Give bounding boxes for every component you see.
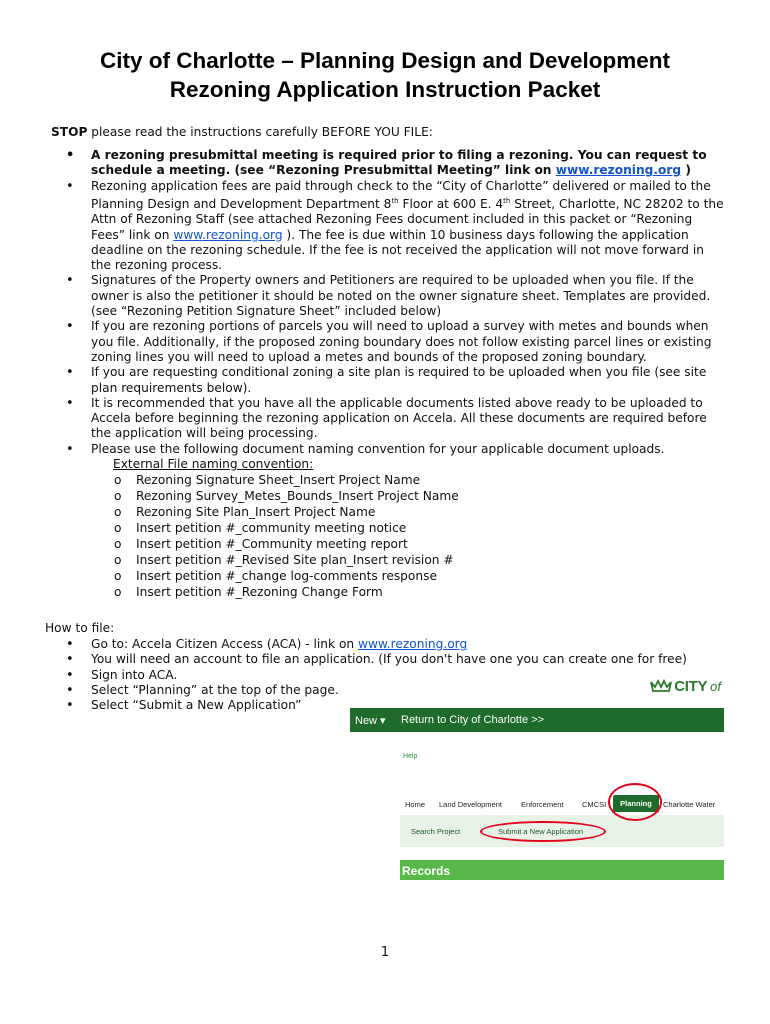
how-step-sign-in: • Sign into ACA. (66, 668, 726, 683)
records-header (400, 860, 724, 880)
how-step-planning: • Select “Planning” at the top of the page. (66, 683, 726, 698)
how-to-file-heading: How to file: (45, 621, 115, 635)
tab-land-development[interactable]: Land Development (439, 800, 502, 809)
records-label: Records (402, 864, 451, 878)
title-line-2: Rezoning Application Instruction Packet (169, 77, 601, 102)
help-link[interactable]: Help (403, 753, 418, 760)
rezoning-fees-link[interactable]: www.rezoning.org (173, 227, 283, 242)
how-step-submit: • Select “Submit a New Application” (66, 698, 726, 713)
city-logo (650, 676, 721, 696)
how-step-aca (66, 637, 726, 652)
presubmittal-end: ) (681, 163, 691, 178)
aca-rezoning-link[interactable]: www.rezoning.org (358, 637, 468, 651)
fees-sup-1: th (391, 196, 399, 205)
requirements-list (66, 148, 726, 600)
list-item-accela: • It is recommended that you have all the applicable documents listed above ready to be uploaded to Accela before beginning the rezoning application on Accela. All these documents are required before the application will being processing. (66, 396, 726, 442)
naming-item: o Rezoning Survey_Metes_Bounds_Insert Project Name (91, 488, 726, 504)
naming-item: o Insert petition #_Rezoning Change Form (91, 584, 726, 600)
stop-instruction (51, 125, 433, 140)
fees-text-d: ). The fee is due within 10 business days following the application deadline on the rezoning schedule. If the fee is not received the application will not move forward in the rezoning process. (91, 227, 704, 273)
fees-text-c: Street, Charlotte, NC 28202 to the Attn of Rezoning Staff (see attached Rezoning Fees document included in this packet or “Rezoning Fees” link on (91, 196, 724, 242)
tab-charlotte-water[interactable]: Charlotte Water (663, 800, 716, 809)
naming-item: o Insert petition #_Community meeting report (91, 536, 726, 552)
how-step-account: • You will need an account to file an application. (If you don't have one you can create one for free) (66, 652, 726, 667)
fees-text-b: Floor at 600 E. 4 (398, 196, 504, 211)
stop-label: STOP (51, 125, 88, 139)
search-project-link[interactable]: Search Project (411, 827, 461, 836)
list-item-site-plan: • If you are requesting conditional zoning a site plan is required to be uploaded when you file (see site plan requirements below). (66, 365, 726, 396)
submit-new-application-link[interactable]: Submit a New Application (498, 827, 584, 836)
submit-highlight-circle (480, 821, 606, 842)
tab-enforcement[interactable]: Enforcement (521, 800, 564, 809)
page-number: 1 (380, 945, 390, 960)
logo-city-text: CITY (674, 677, 708, 695)
naming-item: o Insert petition #_change log-comments response (91, 568, 726, 584)
stop-text: please read the instructions carefully BEFORE YOU FILE: (87, 125, 433, 139)
tab-planning[interactable]: Planning (613, 795, 659, 812)
return-link[interactable]: Return to City of Charlotte >> (401, 714, 545, 726)
aca-screenshot (349, 676, 725, 891)
aca-text: Go to: Accela Citizen Access (ACA) - link on (91, 637, 358, 651)
list-item-presubmittal (66, 148, 726, 179)
naming-item: o Rezoning Site Plan_Insert Project Name (91, 504, 726, 520)
naming-item: o Insert petition #_Revised Site plan_Insert revision # (91, 552, 726, 568)
list-item-fees (66, 179, 726, 274)
naming-heading: External File naming convention: (113, 457, 314, 471)
fees-text-a: Rezoning application fees are paid through check to the “City of Charlotte” delivered or mailed to the Planning Design and Development Department 8 (91, 178, 711, 211)
naming-item: o Insert petition #_community meeting notice (91, 520, 726, 536)
planning-highlight-circle (608, 783, 662, 821)
naming-item: o Rezoning Signature Sheet_Insert Project Name (91, 472, 726, 488)
list-item-survey: • If you are rezoning portions of parcels you will need to upload a survey with metes and bounds when you file. Additionally, if the proposed zoning boundary does not follow existing parcel lines or existing zoning lines you will need to upload a metes and bounds of the proposed zoning boundary. (66, 319, 726, 365)
naming-list (91, 472, 726, 600)
list-item-naming (66, 442, 726, 601)
title-line-1: City of Charlotte – Planning Design and Development (99, 48, 671, 73)
fees-sup-2: th (503, 196, 511, 205)
list-item-signatures: • Signatures of the Property owners and Petitioners are required to be uploaded when you file. If the owner is also the petitioner it should be noted on the owner signature sheet. Templates are provided. (see “Rezoning Petition Signature Sheet” included below) (66, 273, 726, 319)
naming-text: Please use the following document naming convention for your applicable document uploads. (91, 441, 665, 456)
new-menu-button[interactable]: New ▾ (355, 715, 386, 727)
tab-cmcsi[interactable]: CMCSI (582, 800, 607, 809)
aca-top-bar (350, 708, 724, 732)
rezoning-link[interactable]: www.rezoning.org (555, 163, 682, 178)
logo-of-text: of (710, 678, 721, 694)
presubmittal-text: A rezoning presubmittal meeting is required prior to filing a rezoning. You can request to schedule a meeting. (see “Rezoning Presubmittal Meeting” link on (91, 148, 707, 178)
page-title (0, 46, 770, 104)
tab-home[interactable]: Home (405, 800, 426, 809)
crown-logo-icon (650, 679, 672, 693)
